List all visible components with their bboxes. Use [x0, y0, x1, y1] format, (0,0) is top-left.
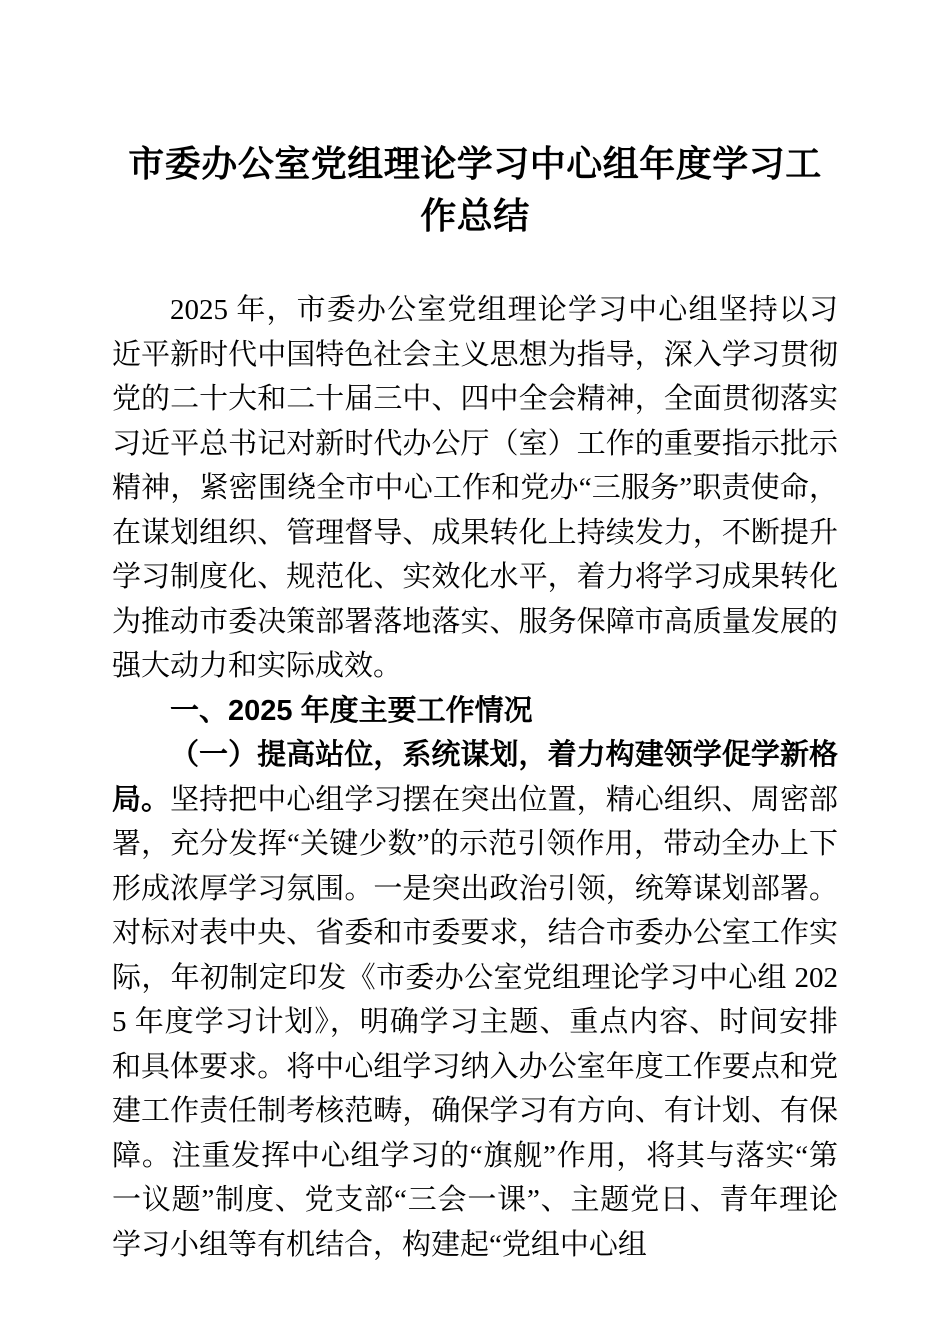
section-heading-1: 一、2025 年度主要工作情况: [170, 694, 533, 727]
subsection-1-text: 坚持把中心组学习摆在突出位置，精心组织、周密部署，充分发挥“关键少数”的示范引领作用，带动全办上下形成浓厚学习氛围。一是突出政治引领，统筹谋划部署。对标对表中央、省委和市委要求，结合市委办公室工作实际，年初制定印发《市委办公室党组理论学习中心组 2025 年度学习计划》，明确学习主题、重点内容、时间安排和具体要求。将中心组学习纳入办公室年度工作要点和党建工作责任制考核范畴，确保学习有方向、有计划、有保障。注重发挥中心组学习的“旗舰”作用，将其与落实“第一议题”制度、党支部“三会一课”、主题党日、青年理论学习小组等有机结合，构建起“党组中心组: [112, 783, 838, 1261]
document-title: 市委办公室党组理论学习中心组年度学习工作总结: [128, 144, 822, 236]
document-body: [112, 288, 838, 1267]
subsection-paragraph-1: [112, 733, 838, 1267]
subsection-1-lead: （一）提高站位，系统谋划，着力构建领学促学新格局。: [112, 739, 838, 816]
intro-paragraph: 2025 年，市委办公室党组理论学习中心组坚持以习近平新时代中国特色社会主义思想为指导，深入学习贯彻党的二十大和二十届三中、四中全会精神，全面贯彻落实习近平总书记对新时代办公厅（室）工作的重要指示批示精神，紧密围绕全市中心工作和党办“三服务”职责使命，在谋划组织、管理督导、成果转化上持续发力，不断提升学习制度化、规范化、实效化水平，着力将学习成果转化为推动市委决策部署落地落实、服务保障市高质量发展的强大动力和实际成效。: [112, 294, 838, 682]
